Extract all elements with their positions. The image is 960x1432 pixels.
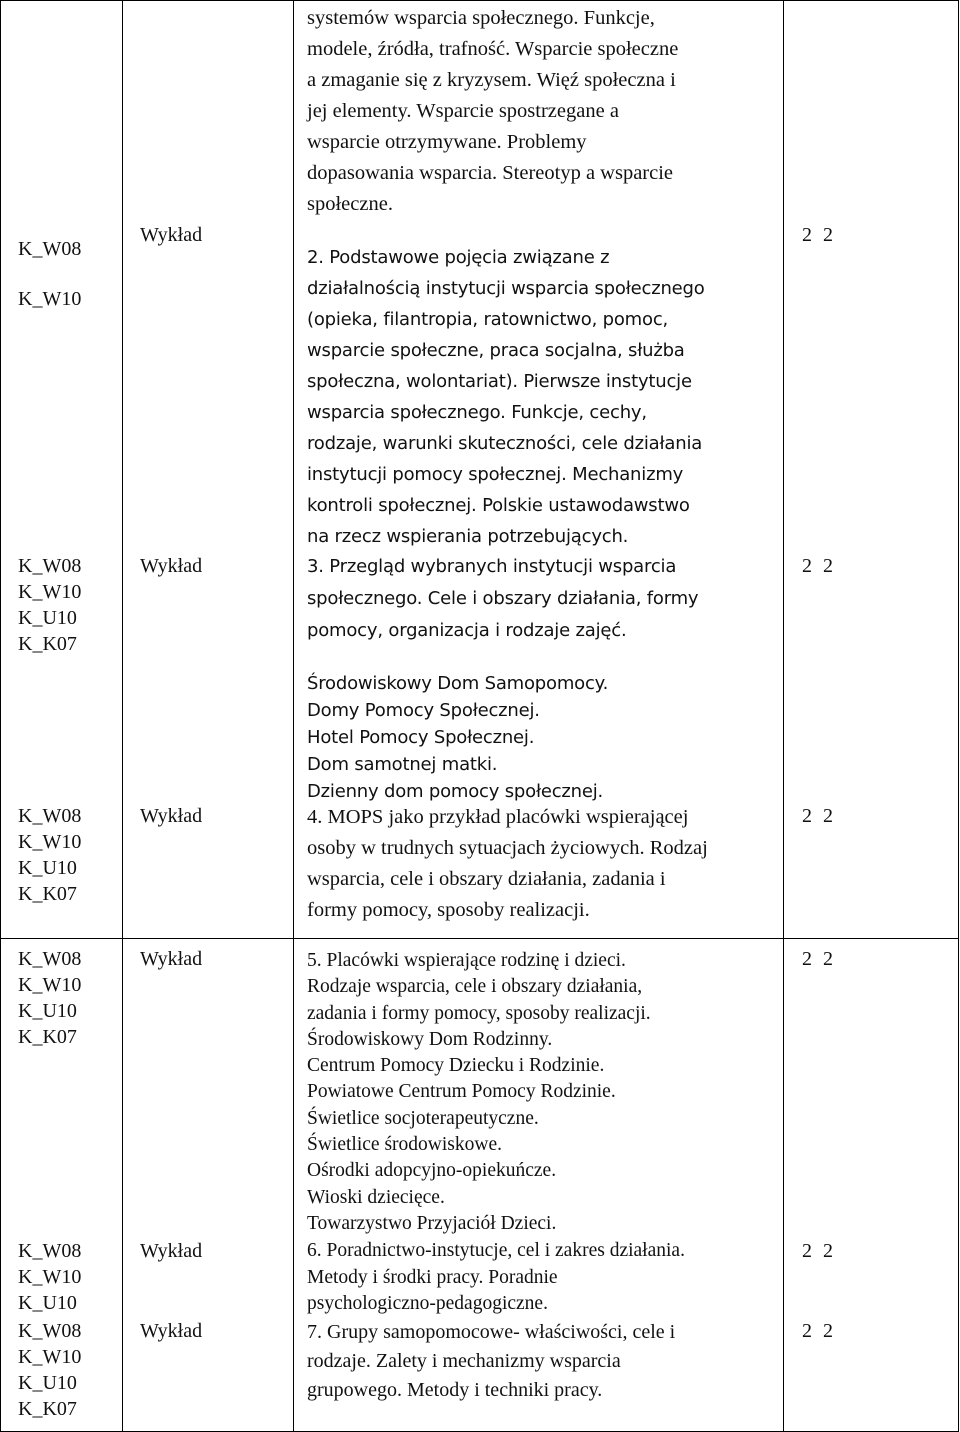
class-form: Wykład: [140, 805, 203, 827]
content-line: Dom samotnej matki.: [307, 754, 498, 775]
learning-outcome-code: K_W08: [18, 555, 82, 577]
learning-outcome-code: K_W10: [18, 288, 82, 310]
content-line: pomocy, organizacja i rodzaje zajęć.: [307, 620, 627, 641]
learning-outcome-codes: [18, 946, 81, 1050]
topic-content: [307, 242, 705, 552]
learning-outcome-code: K_K07: [18, 1026, 77, 1048]
learning-outcome-code: K_U10: [18, 607, 77, 629]
learning-outcome-code: K_W10: [18, 581, 82, 603]
learning-outcome-code: K_W08: [18, 805, 82, 827]
learning-outcome-code: K_U10: [18, 1292, 77, 1314]
content-line: społeczna, wolontariat). Pierwsze instytucje: [307, 371, 692, 392]
learning-outcome-codes: [18, 1238, 81, 1316]
content-line: wsparcie społeczne, praca socjalna, służba: [307, 340, 685, 361]
content-line: wsparcia, cele i obszary działania, zadania i: [307, 868, 666, 890]
content-line: Rodzaje wsparcia, cele i obszary działania,: [307, 976, 643, 998]
learning-outcome-code: K_W10: [18, 1346, 82, 1368]
content-line: formy pomocy, sposoby realizacji.: [307, 899, 590, 921]
learning-outcome-code: K_W10: [18, 1266, 82, 1288]
learning-outcome-codes: [18, 224, 81, 324]
content-line: działalnością instytucji wsparcia społecznego: [307, 278, 705, 299]
content-line: Towarzystwo Przyjaciół Dzieci.: [307, 1212, 557, 1234]
content-line: Centrum Pomocy Dziecku i Rodzinie.: [307, 1055, 605, 1077]
content-line: Metody i środki pracy. Poradnie: [307, 1266, 558, 1288]
table-column-divider: [783, 0, 784, 1432]
content-line: Środowiskowy Dom Samopomocy.: [307, 673, 609, 694]
content-line: systemów wsparcia społecznego. Funkcje,: [307, 7, 655, 29]
content-line: społecznego. Cele i obszary działania, formy: [307, 588, 699, 609]
content-line: Wioski dziecięce.: [307, 1186, 445, 1208]
topic-content: [307, 551, 698, 647]
learning-outcome-codes: [18, 553, 81, 657]
topic-content: [307, 1318, 675, 1405]
hours-value: 2 2: [802, 224, 833, 246]
table-column-divider: [293, 0, 294, 1432]
learning-outcome-code: K_W10: [18, 974, 82, 996]
content-line: rodzaje, warunki skuteczności, cele działania: [307, 433, 703, 454]
content-line: kontroli społecznej. Polskie ustawodawstwo: [307, 495, 690, 516]
content-line: Świetlice socjoterapeutyczne.: [307, 1107, 539, 1129]
table-column-divider: [122, 0, 123, 1432]
topic-content: [307, 3, 678, 220]
learning-outcome-code: K_W08: [18, 1320, 82, 1342]
topic-content: [307, 802, 708, 926]
learning-outcome-code: K_U10: [18, 857, 77, 879]
topic-content: [307, 948, 651, 1237]
content-line: dopasowania wsparcia. Stereotyp a wsparcie: [307, 162, 674, 184]
learning-outcome-code: K_W10: [18, 831, 82, 853]
facility-list: [307, 670, 608, 805]
class-form: Wykład: [140, 1240, 203, 1262]
learning-outcome-code: K_K07: [18, 633, 77, 655]
content-line: społeczne.: [307, 193, 393, 215]
content-line: zadania i formy pomocy, sposoby realizacji.: [307, 1002, 651, 1024]
content-line: Domy Pomocy Społecznej.: [307, 700, 540, 721]
content-line: modele, źródła, trafność. Wsparcie społeczne: [307, 38, 679, 60]
content-line: Powiatowe Centrum Pomocy Rodzinie.: [307, 1081, 616, 1103]
content-line: instytucji pomocy społecznej. Mechanizmy: [307, 464, 684, 485]
content-line: 4. MOPS jako przykład placówki wspierającej: [307, 806, 689, 828]
learning-outcome-code: K_W08: [18, 238, 82, 260]
content-line: grupowego. Metody i techniki pracy.: [307, 1379, 603, 1401]
learning-outcome-code: K_W08: [18, 1240, 82, 1262]
class-form: Wykład: [140, 1320, 203, 1342]
hours-value: 2 2: [802, 805, 833, 827]
content-line: (opieka, filantropia, ratownictwo, pomoc,: [307, 309, 669, 330]
learning-outcome-code: K_U10: [18, 1372, 77, 1394]
class-form: Wykład: [140, 948, 203, 970]
learning-outcome-code: K_U10: [18, 1000, 77, 1022]
content-line: psychologiczno-pedagogiczne.: [307, 1293, 548, 1314]
content-line: Środowiskowy Dom Rodzinny.: [307, 1028, 553, 1050]
learning-outcome-code: K_K07: [18, 883, 77, 905]
content-line: Hotel Pomocy Społecznej.: [307, 727, 535, 748]
content-line: Dzienny dom pomocy społecznej.: [307, 781, 604, 802]
content-line: wsparcia społecznego. Funkcje, cechy,: [307, 402, 647, 423]
content-line: Świetlice środowiskowe.: [307, 1134, 502, 1156]
content-line: 6. Poradnictwo-instytucje, cel i zakres działania.: [307, 1240, 685, 1261]
content-line: na rzecz wspierania potrzebujących.: [307, 526, 629, 547]
content-line: wsparcie otrzymywane. Problemy: [307, 131, 587, 153]
content-line: jej elementy. Wsparcie spostrzegane a: [307, 100, 619, 122]
hours-value: 2 2: [802, 1240, 833, 1262]
table-border-left: [0, 0, 1, 1432]
content-line: osoby w trudnych sytuacjach życiowych. Rodzaj: [307, 837, 708, 859]
class-form: Wykład: [140, 555, 203, 577]
content-line: 3. Przegląd wybranych instytucji wsparcia: [307, 556, 677, 577]
table-row-divider: [0, 938, 959, 939]
table-border-right: [958, 0, 959, 1432]
hours-value: 2 2: [802, 948, 833, 970]
learning-outcome-code: K_K07: [18, 1398, 77, 1420]
table-border-top: [0, 0, 959, 1]
content-line: Ośrodki adopcyjno-opiekuńcze.: [307, 1160, 557, 1182]
content-line: a zmaganie się z kryzysem. Więź społeczna i: [307, 69, 676, 91]
class-form: Wykład: [140, 224, 203, 246]
topic-content: [307, 1238, 685, 1318]
content-line: 7. Grupy samopomocowe- właściwości, cele i: [307, 1321, 676, 1343]
learning-outcome-codes: [18, 1318, 81, 1422]
learning-outcome-codes: [18, 803, 81, 907]
content-line: rodzaje. Zalety i mechanizmy wsparcia: [307, 1350, 621, 1372]
hours-value: 2 2: [802, 555, 833, 577]
content-line: 2. Podstawowe pojęcia związane z: [307, 247, 610, 268]
hours-value: 2 2: [802, 1320, 833, 1342]
learning-outcome-code: K_W08: [18, 948, 82, 970]
content-line: 5. Placówki wspierające rodzinę i dzieci.: [307, 950, 626, 971]
